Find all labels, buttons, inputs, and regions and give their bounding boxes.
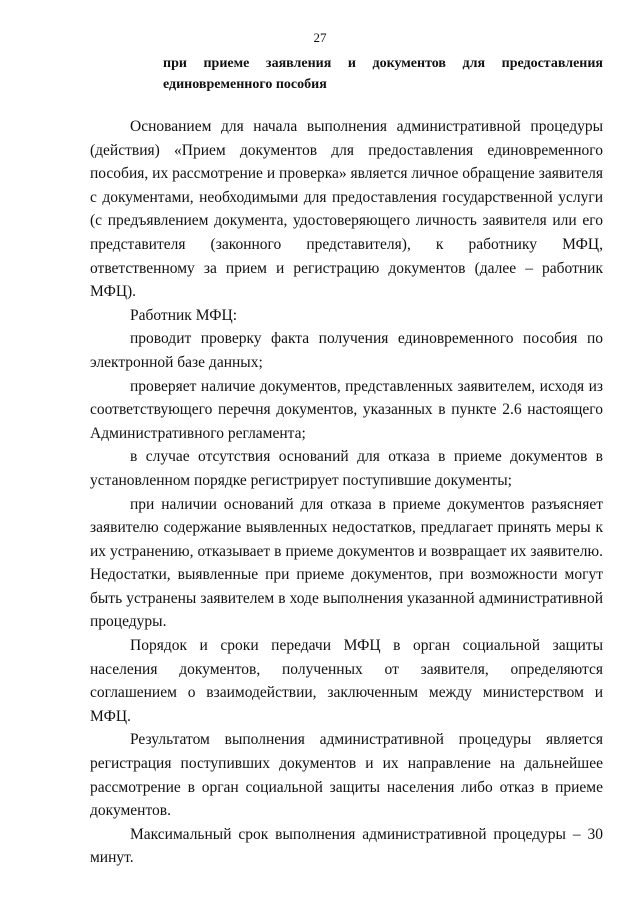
- paragraph-registers-documents: в случае отсутствия оснований для отказа в приеме документов в установленном порядке регистрирует поступившие документы;: [90, 448, 603, 489]
- document-body: [90, 115, 603, 870]
- paragraph-mfc-worker: Работник МФЦ:: [130, 306, 238, 324]
- paragraph-refusal-grounds: при наличии оснований для отказа в приеме документов разъясняет заявителю содержание выявленных недостатков, предлагает принять меры к их устранению, отказывает в приеме документов и возвращает их заявителю. Недостатки, выявленные при приеме документов, при возможности могут быть устранены заявителем в ходе выполнения указанной административной процедуры.: [90, 495, 603, 631]
- paragraph-transfer-procedure: Порядок и сроки передачи МФЦ в орган социальной защиты населения документов, полученных от заявителя, определяются соглашением о взаимодействии, заключенным между министерством и МФЦ.: [90, 637, 603, 725]
- page-number: 27: [313, 30, 327, 45]
- paragraph-basis: Основанием для начала выполнения административной процедуры (действия) «Прием документов для предоставления единовременного пособия, их рассмотрение и проверка» является личное обращение заявителя с документами, необходимыми для предоставления государственной услуги (с предъявлением документа, удостоверяющего личность заявителя или его представителя (законного представителя), к работнику МФЦ, ответственному за прием и регистрацию документов (далее – работник МФЦ).: [90, 118, 603, 301]
- paragraph-max-duration: Максимальный срок выполнения административной процедуры – 30 минут.: [90, 825, 603, 867]
- paragraph-checks-documents: проверяет наличие документов, представленных заявителем, исходя из соответствующего перечня документов, указанных в пункте 2.6 настоящего Административного регламента;: [90, 377, 603, 442]
- paragraph-result: Результатом выполнения административной процедуры является регистрация поступивших документов и их направление на дальнейшее рассмотрение в орган социальной защиты населения либо отказ в приеме документов.: [90, 731, 603, 820]
- paragraph-checks-benefit: проводит проверку факта получения единовременного пособия по электронной базе данных;: [90, 330, 603, 371]
- section-heading: при приеме заявления и документов для предоставления единовременного пособия: [163, 56, 603, 92]
